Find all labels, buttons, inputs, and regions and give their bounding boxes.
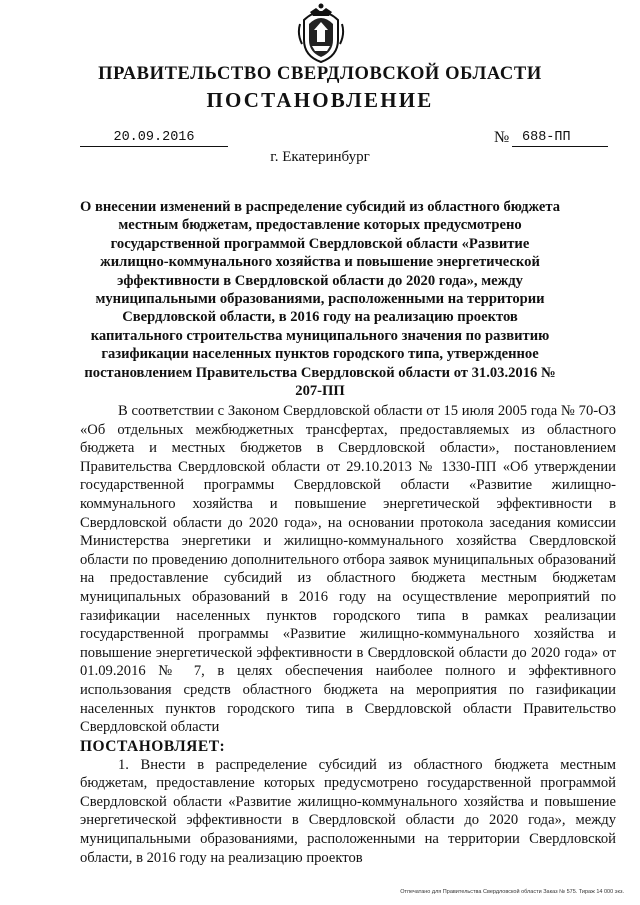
document-number: 688-ПП (512, 130, 608, 147)
city: г. Екатеринбург (270, 149, 370, 165)
item-1-paragraph: 1. Внести в распределение субсидий из областного бюджета местным бюджетам, предоставление которых предусмотрено государственной программой Свердловской области «Развитие жилищно-коммунального хозяйства и повышение энергетической эффективности в Свердловской области до 2020 года», между муниципальными образованиями, расположенными на территории Свердловской области, в 2016 году на реализацию проектов (80, 756, 616, 866)
preamble-paragraph: В соответствии с Законом Свердловской области от 15 июля 2005 года № 70-ОЗ «Об отдельных межбюджетных трансфертах, предоставляемых из областного бюджета и местных бюджетов в Свердловской области», постановлением Правительства Свердловской области от 29.10.2013 № 1330-ПП «Об утверждении государственной программы Свердловской области «Развитие жилищно-коммунального хозяйства и повышение энергетической эффективности в Свердловской области до 2020 года», на основании протокола заседания комиссии Министерства энергетики и жилищно-коммунального хозяйства Свердловской области по проведению дополнительного отбора заявок муниципальных образований на предоставление субсидий из областного бюджета местным бюджетам муниципальных образований в 2016 году на осуществление мероприятий по газификации населенных пунктов городского типа в рамках реализации государственной программы «Развитие жилищно-коммунального хозяйства и повышение энергетической эффективности в Свердловской области до 2020 года» от 01.09.2016 № 7, в целях обеспечения наиболее полного и эффективного использования средств областного бюджета на мероприятия по газификации населенных пунктов городского типа в Свердловской области Правительство Свердловской области (80, 403, 616, 736)
document-body (80, 402, 616, 867)
document-date: 20.09.2016 (80, 130, 228, 147)
document-title: О внесении изменений в распределение субсидий из областного бюджета местным бюджетам, предоставление которых предусмотрено государственной программой Свердловской области «Развитие жилищно-коммунального хозяйства и повышение энергетической эффективности в Свердловской области до 2020 года», между муниципальными образованиями, расположенными на территории Свердловской области, в 2016 году на реализацию проектов капитального строительства муниципального значения по развитию газификации населенных пунктов городского типа, утвержденное постановлением Правительства Свердловской области от 31.03.2016 № 207-ПП (79, 199, 561, 400)
number-sign: № (494, 129, 510, 146)
print-footer: Отпечатано для Правительства Свердловской области Заказ № 575. Тираж 14 000 экз. (400, 889, 624, 895)
coat-of-arms-icon (296, 2, 346, 64)
decree-heading: ПОСТАНОВЛЯЕТ: (80, 737, 226, 755)
document-type: ПОСТАНОВЛЕНИЕ (206, 88, 434, 112)
organization-name: ПРАВИТЕЛЬСТВО СВЕРДЛОВСКОЙ ОБЛАСТИ (98, 64, 542, 84)
